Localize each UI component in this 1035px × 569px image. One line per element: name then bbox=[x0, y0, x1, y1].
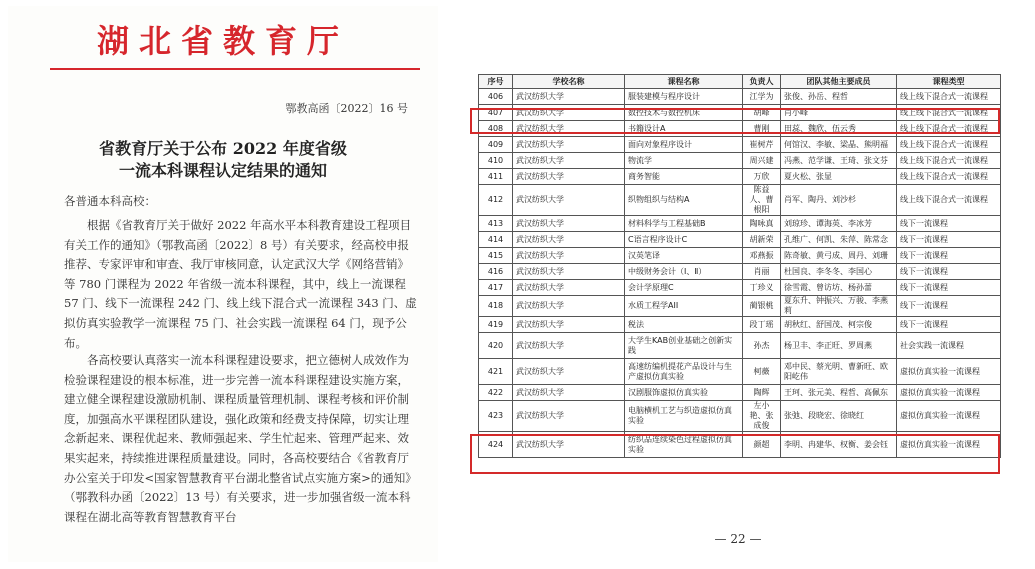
table-cell: 406 bbox=[479, 89, 513, 105]
body-paragraph-2: 各高校要认真落实一流本科课程建设要求，把立德树人成效作为检验课程建设的根本标准，进一步完善一流本科课程建设实施方案，建立健全课程建设激励机制、课程质量管理机制、课程考核和评价制度，加强高水平课程团队建设，强化政策和经费支持保障，切实让理念新起来、课程优起来、教师强起来、学生忙起来、管理严起来、效果实起来，持续推进课程质量建设。同时，各高校要结合《省教育厅办公室关于印发<国家智慧教育平台湖北整省试点实施方案>的通知》（鄂教科办函〔2022〕13 号）有关要求，进一步加强省级一流本科课程在湖北高等教育智慧教育平台 bbox=[64, 353, 417, 524]
table-cell: 会计学原理C bbox=[625, 280, 743, 296]
table-cell: 武汉纺织大学 bbox=[513, 105, 625, 121]
table-cell: 数控技术与数控机床 bbox=[625, 105, 743, 121]
table-cell: 徐雪霞、曾访坊、杨孙蕾 bbox=[781, 280, 897, 296]
table-cell: 杨卫丰、李正旺、罗周燕 bbox=[781, 333, 897, 359]
right-table-page bbox=[448, 6, 1028, 562]
table-cell: 李明、冉建华、权衡、姜会钰 bbox=[781, 432, 897, 458]
table-cell: 线下一流课程 bbox=[897, 248, 1001, 264]
table-row bbox=[479, 264, 1001, 280]
table-cell: 胡峰 bbox=[743, 105, 781, 121]
table-cell: 武汉纺织大学 bbox=[513, 385, 625, 401]
table-cell: 线上线下混合式一流课程 bbox=[897, 89, 1001, 105]
document-number: 鄂教高函〔2022〕16 号 bbox=[285, 102, 408, 115]
table-cell: 税法 bbox=[625, 317, 743, 333]
highlight-box-row-423 bbox=[470, 434, 1000, 474]
table-row bbox=[479, 280, 1001, 296]
table-cell: 田蕊、魏欣、伍云秀 bbox=[781, 121, 897, 137]
table-cell: 陈益人、曹根阳 bbox=[743, 185, 781, 216]
table-cell: 413 bbox=[479, 216, 513, 232]
table-cell: 虚拟仿真实验一流课程 bbox=[897, 401, 1001, 432]
table-cell: 武汉纺织大学 bbox=[513, 280, 625, 296]
table-row bbox=[479, 248, 1001, 264]
table-cell: 417 bbox=[479, 280, 513, 296]
table-cell: 408 bbox=[479, 121, 513, 137]
column-header: 序号 bbox=[479, 75, 513, 89]
table-cell: 邓燕振 bbox=[743, 248, 781, 264]
table-body bbox=[479, 89, 1001, 458]
table-cell: 武汉纺织大学 bbox=[513, 232, 625, 248]
table-cell: 武汉纺织大学 bbox=[513, 317, 625, 333]
table-cell: 410 bbox=[479, 153, 513, 169]
table-cell: 420 bbox=[479, 333, 513, 359]
table-cell: 万欣 bbox=[743, 169, 781, 185]
table-cell: 蔺银桃 bbox=[743, 296, 781, 317]
table-cell: 周兴建 bbox=[743, 153, 781, 169]
table-cell: 肖军、陶丹、刘沙杉 bbox=[781, 185, 897, 216]
table-cell: 商务智能 bbox=[625, 169, 743, 185]
table-cell: 书籍设计A bbox=[625, 121, 743, 137]
table-cell: 胡新荣 bbox=[743, 232, 781, 248]
table-cell: 张弛、段晓宏、徐晓红 bbox=[781, 401, 897, 432]
salutation: 各普通本科高校： bbox=[64, 194, 156, 208]
table-cell: 419 bbox=[479, 317, 513, 333]
table-cell: 虚拟仿真实验一流课程 bbox=[897, 432, 1001, 458]
table-cell: 422 bbox=[479, 385, 513, 401]
table-cell: 418 bbox=[479, 296, 513, 317]
table-cell: 武汉纺织大学 bbox=[513, 89, 625, 105]
table-row bbox=[479, 137, 1001, 153]
table-cell: 线上线下混合式一流课程 bbox=[897, 185, 1001, 216]
table-cell: 线上线下混合式一流课程 bbox=[897, 105, 1001, 121]
column-header: 学校名称 bbox=[513, 75, 625, 89]
table-row bbox=[479, 401, 1001, 432]
table-row bbox=[479, 296, 1001, 317]
table-cell: 纺织品连续染色过程虚拟仿真实验 bbox=[625, 432, 743, 458]
table-row bbox=[479, 89, 1001, 105]
table-cell: 武汉纺织大学 bbox=[513, 216, 625, 232]
table-row bbox=[479, 169, 1001, 185]
table-cell: 社会实践一流课程 bbox=[897, 333, 1001, 359]
table-cell: 丁珍义 bbox=[743, 280, 781, 296]
table-row bbox=[479, 333, 1001, 359]
table-cell: 武汉纺织大学 bbox=[513, 137, 625, 153]
table-cell: 电脑横机工艺与织造虚拟仿真实验 bbox=[625, 401, 743, 432]
table-cell: 材料科学与工程基础B bbox=[625, 216, 743, 232]
table-cell: 陶辉 bbox=[743, 385, 781, 401]
table-cell: 411 bbox=[479, 169, 513, 185]
column-header: 团队其他主要成员 bbox=[781, 75, 897, 89]
table-cell: 412 bbox=[479, 185, 513, 216]
table-cell: 中级财务会计（Ⅰ、Ⅱ） bbox=[625, 264, 743, 280]
table-cell: 大学生KAB创业基础之创新实践 bbox=[625, 333, 743, 359]
table-row bbox=[479, 385, 1001, 401]
table-cell: 407 bbox=[479, 105, 513, 121]
table-cell: 左小艳、张成俊 bbox=[743, 401, 781, 432]
table-row bbox=[479, 153, 1001, 169]
table-cell: 424 bbox=[479, 432, 513, 458]
table-cell: 冯燕、范学谦、王琦、张文芬 bbox=[781, 153, 897, 169]
table-cell: C语言程序设计C bbox=[625, 232, 743, 248]
table-cell: 何馆汉、李敏、梁晶、熊明福 bbox=[781, 137, 897, 153]
table-cell: 物流学 bbox=[625, 153, 743, 169]
page-number: — 22 — bbox=[714, 532, 762, 546]
notice-title-line1: 省教育厅关于公布 2022 年度省级 bbox=[99, 139, 347, 158]
table-cell: 武汉纺织大学 bbox=[513, 169, 625, 185]
table-cell: 水质工程学AII bbox=[625, 296, 743, 317]
table-cell: 线上线下混合式一流课程 bbox=[897, 121, 1001, 137]
table-cell: 416 bbox=[479, 264, 513, 280]
table-cell: 虚拟仿真实验一流课程 bbox=[897, 359, 1001, 385]
table-cell: 武汉纺织大学 bbox=[513, 121, 625, 137]
table-row bbox=[479, 232, 1001, 248]
table-row bbox=[479, 359, 1001, 385]
table-cell: 武汉纺织大学 bbox=[513, 401, 625, 432]
table-cell: 张俊、孙岳、程哲 bbox=[781, 89, 897, 105]
table-cell: 414 bbox=[479, 232, 513, 248]
table-cell: 江学为 bbox=[743, 89, 781, 105]
table-cell: 线上线下混合式一流课程 bbox=[897, 169, 1001, 185]
table-cell: 线下一流课程 bbox=[897, 232, 1001, 248]
left-document-page bbox=[8, 6, 438, 562]
table-cell: 夏火松、张显 bbox=[781, 169, 897, 185]
table-cell: 汉英笔译 bbox=[625, 248, 743, 264]
body-paragraph-1: 根据《省教育厅关于做好 2022 年高水平本科教育建设工程项目有关工作的通知》（鄂教高函〔2022〕8 号）有关要求，经高校申报推荐、专家评审和审查、我厅审核同意，认定武汉大学《网络营销》等 780 门课程为 2022 年省级一流本科课程，其中，线上一流课程 57 门、线下一流课程 242 门、线上线下混合式一流课程 343 门、虚拟仿真实验教学一流课程 75 门、社会实践一流课程 64 门，现予公布。 bbox=[64, 218, 417, 350]
table-cell: 柯薇 bbox=[743, 359, 781, 385]
table-cell: 线下一流课程 bbox=[897, 280, 1001, 296]
column-header: 课程类型 bbox=[897, 75, 1001, 89]
table-header-row bbox=[479, 75, 1001, 89]
table-cell: 武汉纺织大学 bbox=[513, 432, 625, 458]
table-cell: 胡秋红、舒国茂、柯宗俊 bbox=[781, 317, 897, 333]
table-cell: 武汉纺织大学 bbox=[513, 264, 625, 280]
table-cell: 服装建模与程序设计 bbox=[625, 89, 743, 105]
table-cell: 武汉纺织大学 bbox=[513, 153, 625, 169]
table-cell: 线下一流课程 bbox=[897, 264, 1001, 280]
table-cell: 武汉纺织大学 bbox=[513, 248, 625, 264]
table-cell: 汉剧服饰虚拟仿真实验 bbox=[625, 385, 743, 401]
column-header: 课程名称 bbox=[625, 75, 743, 89]
table-cell: 王珂、张元美、程哲、高佩东 bbox=[781, 385, 897, 401]
table-cell: 孙杰 bbox=[743, 333, 781, 359]
table-cell: 武汉纺织大学 bbox=[513, 359, 625, 385]
table-cell: 崔树芹 bbox=[743, 137, 781, 153]
table-cell: 邓中民、蔡光明、曹新旺、欧阳屹伟 bbox=[781, 359, 897, 385]
table-cell: 陶咏真 bbox=[743, 216, 781, 232]
table-cell: 415 bbox=[479, 248, 513, 264]
table-cell: 陈奇敏、黄弓成、周丹、刘珊 bbox=[781, 248, 897, 264]
table-row bbox=[479, 216, 1001, 232]
column-header: 负责人 bbox=[743, 75, 781, 89]
table-cell: 线上线下混合式一流课程 bbox=[897, 137, 1001, 153]
red-divider bbox=[50, 68, 420, 70]
table-cell: 409 bbox=[479, 137, 513, 153]
table-cell: 武汉纺织大学 bbox=[513, 296, 625, 317]
notice-title-line2: 一流本科课程认定结果的通知 bbox=[118, 161, 327, 180]
issuer-header: 湖北省教育厅 bbox=[96, 22, 349, 60]
table-cell: 肖小峰 bbox=[781, 105, 897, 121]
table-cell: 夏东升、钟振兴、万骏、李燕莉 bbox=[781, 296, 897, 317]
table-row bbox=[479, 185, 1001, 216]
table-cell: 武汉纺织大学 bbox=[513, 185, 625, 216]
highlight-box-row-407 bbox=[470, 108, 1000, 134]
table-cell: 高速纺编机提花产品设计与生产虚拟仿真实验 bbox=[625, 359, 743, 385]
table-cell: 423 bbox=[479, 401, 513, 432]
table-row bbox=[479, 317, 1001, 333]
table-cell: 线下一流课程 bbox=[897, 296, 1001, 317]
table-cell: 面向对象程序设计 bbox=[625, 137, 743, 153]
table-cell: 线下一流课程 bbox=[897, 317, 1001, 333]
table-cell: 段丁瑶 bbox=[743, 317, 781, 333]
table-cell: 线上线下混合式一流课程 bbox=[897, 153, 1001, 169]
table-cell: 421 bbox=[479, 359, 513, 385]
table-cell: 线下一流课程 bbox=[897, 216, 1001, 232]
table-cell: 曹刚 bbox=[743, 121, 781, 137]
table-cell: 杜国良、李冬冬、李国心 bbox=[781, 264, 897, 280]
table-cell: 孔维广、何凯、朱萍、陈常念 bbox=[781, 232, 897, 248]
table-cell: 肖丽 bbox=[743, 264, 781, 280]
table-cell: 虚拟仿真实验一流课程 bbox=[897, 385, 1001, 401]
table-cell: 武汉纺织大学 bbox=[513, 333, 625, 359]
table-cell: 颜超 bbox=[743, 432, 781, 458]
table-cell: 刘琼珍、谭海英、李冰芳 bbox=[781, 216, 897, 232]
table-cell: 织物组织与结构A bbox=[625, 185, 743, 216]
